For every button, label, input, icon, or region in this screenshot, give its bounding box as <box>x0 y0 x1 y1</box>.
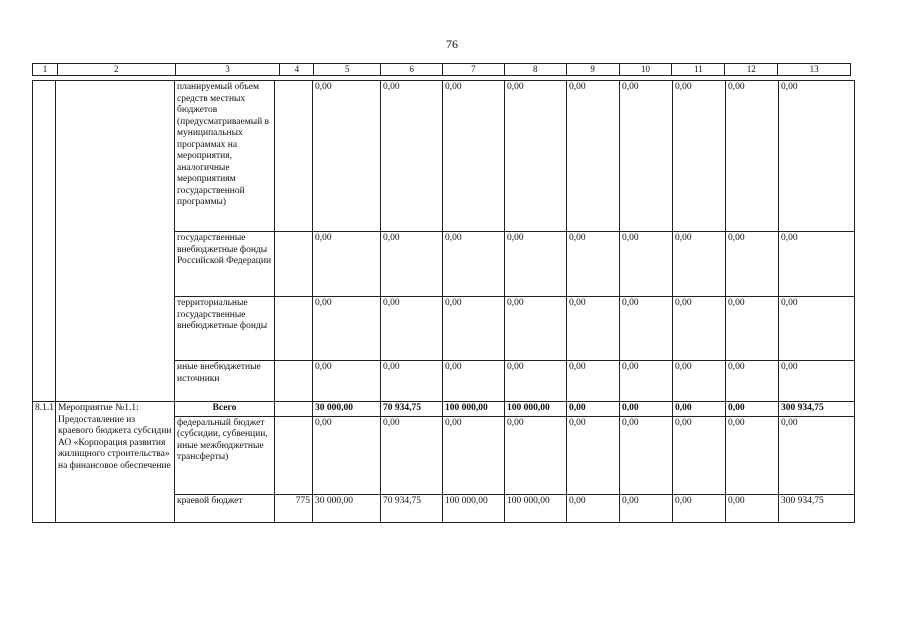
value-cell: 0,00 <box>505 297 567 361</box>
value-cell: 0,00 <box>567 297 620 361</box>
value-cell: 0,00 <box>381 361 443 402</box>
value-cell: 0,00 <box>726 232 779 297</box>
value-cell: 0,00 <box>505 81 567 232</box>
value-cell: 0,00 <box>673 416 726 494</box>
value-cell: 0,00 <box>313 416 381 494</box>
value-cell: 0,00 <box>726 402 779 417</box>
value-cell: 0,00 <box>567 232 620 297</box>
value-cell: 0,00 <box>726 361 779 402</box>
value-cell: 0,00 <box>620 81 673 232</box>
value-cell: 0,00 <box>620 361 673 402</box>
name-cell-empty <box>56 81 175 402</box>
value-cell: 0,00 <box>673 297 726 361</box>
value-cell: 0,00 <box>620 416 673 494</box>
column-header-13: 13 <box>809 64 819 74</box>
value-cell: 0,00 <box>381 232 443 297</box>
value-cell: 0,00 <box>620 232 673 297</box>
value-cell: 70 934,75 <box>381 402 443 417</box>
column-header-1: 1 <box>33 64 58 75</box>
column-header-11: 11 <box>672 64 725 75</box>
code-cell <box>275 402 313 417</box>
value-cell: 0,00 <box>673 494 726 522</box>
column-header-6: 6 <box>381 64 443 75</box>
value-cell: 0,00 <box>726 81 779 232</box>
value-cell: 0,00 <box>443 81 505 232</box>
source-cell: краевой бюджет <box>175 494 275 522</box>
source-cell-total: Всего <box>175 402 275 417</box>
column-header-7: 7 <box>443 64 505 75</box>
value-cell: 0,00 <box>505 416 567 494</box>
value-cell: 0,00 <box>381 416 443 494</box>
column-header-8: 8 <box>505 64 567 75</box>
code-cell <box>275 81 313 232</box>
source-cell: планируемый объем средств местных бюджетов (предусматриваемый в муниципальных программах на мероприятия, аналогичные мероприятиям государственной программы) <box>175 81 275 232</box>
value-cell: 0,00 <box>505 232 567 297</box>
source-cell: территориальные государственные внебюджетные фонды <box>175 297 275 361</box>
financing-table <box>32 80 855 523</box>
value-cell: 70 934,75 <box>381 494 443 522</box>
value-cell: 0,00 <box>726 416 779 494</box>
value-cell: 0,00 <box>567 402 620 417</box>
value-cell: 0,00 <box>673 361 726 402</box>
value-cell: 0,00 <box>443 361 505 402</box>
value-cell: 300 934,75 <box>779 494 855 522</box>
code-cell <box>275 416 313 494</box>
value-cell: 0,00 <box>673 402 726 417</box>
column-header-5: 5 <box>314 64 381 75</box>
value-cell: 0,00 <box>313 297 381 361</box>
column-header-9: 9 <box>567 64 620 75</box>
value-cell: 0,00 <box>567 361 620 402</box>
column-header-2: 2 <box>58 64 176 75</box>
column-number-header <box>32 63 851 76</box>
value-cell: 0,00 <box>567 416 620 494</box>
value-cell: 0,00 <box>313 232 381 297</box>
value-cell: 0,00 <box>779 232 855 297</box>
value-cell: 0,00 <box>620 402 673 417</box>
measure-number: 8.1.1 <box>33 402 56 523</box>
value-cell: 0,00 <box>313 81 381 232</box>
value-cell: 100 000,00 <box>505 494 567 522</box>
value-cell: 0,00 <box>443 232 505 297</box>
value-cell: 100 000,00 <box>443 402 505 417</box>
column-header-3: 3 <box>176 64 281 75</box>
value-cell: 100 000,00 <box>443 494 505 522</box>
source-cell: федеральный бюджет (субсидии, субвенции, иные межбюджетные трансферты) <box>175 416 275 494</box>
code-cell <box>275 232 313 297</box>
value-cell: 0,00 <box>726 494 779 522</box>
value-cell: 0,00 <box>779 416 855 494</box>
value-cell: 0,00 <box>726 297 779 361</box>
column-header-4: 4 <box>280 64 314 75</box>
value-cell: 0,00 <box>443 297 505 361</box>
value-cell: 0,00 <box>779 81 855 232</box>
value-cell: 0,00 <box>620 494 673 522</box>
value-cell: 0,00 <box>443 416 505 494</box>
value-cell: 0,00 <box>381 297 443 361</box>
value-cell: 0,00 <box>779 297 855 361</box>
value-cell: 300 934,75 <box>779 402 855 417</box>
value-cell: 0,00 <box>567 81 620 232</box>
number-cell-empty <box>33 81 56 402</box>
value-cell: 0,00 <box>313 361 381 402</box>
measure-name: Мероприятие №1.1: Предоставление из краевого бюджета субсидии АО «Корпорация развития жилищного строительства» на финансовое обеспечение <box>56 402 175 523</box>
value-cell: 0,00 <box>779 361 855 402</box>
value-cell: 100 000,00 <box>505 402 567 417</box>
code-cell <box>275 361 313 402</box>
value-cell: 0,00 <box>381 81 443 232</box>
table-row-total <box>33 402 855 417</box>
value-cell: 0,00 <box>567 494 620 522</box>
value-cell: 30 000,00 <box>313 494 381 522</box>
value-cell: 0,00 <box>505 361 567 402</box>
value-cell: 0,00 <box>673 81 726 232</box>
column-header-10: 10 <box>620 64 673 75</box>
value-cell: 0,00 <box>673 232 726 297</box>
value-cell: 0,00 <box>620 297 673 361</box>
value-cell: 30 000,00 <box>313 402 381 417</box>
column-header-12: 12 <box>725 64 778 75</box>
table-row <box>33 81 855 232</box>
code-cell: 775 <box>275 494 313 522</box>
code-cell <box>275 297 313 361</box>
page-number: 76 <box>446 37 458 51</box>
source-cell: государственные внебюджетные фонды Российской Федерации <box>175 232 275 297</box>
source-cell: иные внебюджетные источники <box>175 361 275 402</box>
